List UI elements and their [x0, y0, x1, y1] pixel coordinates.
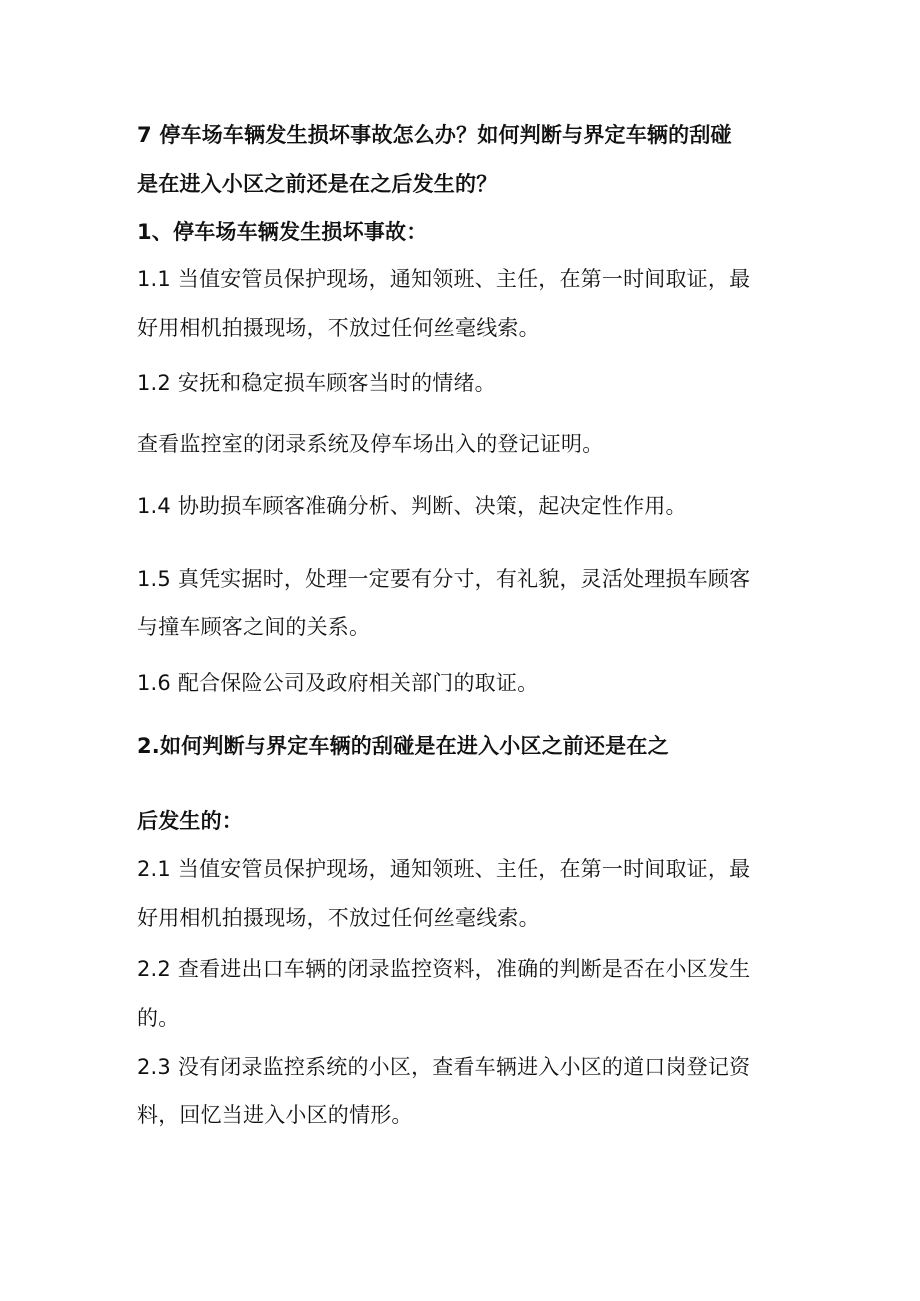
paragraph-line: 2.3 没有闭录监控系统的小区，查看车辆进入小区的道口岗登记资 — [137, 1055, 751, 1079]
paragraph-line: 料，回忆当进入小区的情形。 — [137, 1103, 413, 1127]
section-2-heading-line-2: 后发生的： — [137, 809, 243, 833]
paragraph-line: 2.1 当值安管员保护现场，通知领班、主任，在第一时间取证，最 — [137, 857, 751, 881]
paragraph-line: 查看监控室的闭录系统及停车场出入的登记证明。 — [137, 432, 604, 456]
section-2-heading-line-1: 2.如何判断与界定车辆的刮碰是在进入小区之前还是在之 — [137, 734, 669, 758]
paragraph-line: 1.5 真凭实据时，处理一定要有分寸，有礼貌，灵活处理损车顾客 — [137, 567, 751, 591]
paragraph-line: 好用相机拍摄现场，不放过任何丝毫线索。 — [137, 316, 540, 340]
paragraph-line: 1.1 当值安管员保护现场，通知领班、主任，在第一时间取证，最 — [137, 267, 751, 291]
section-1-heading: 1、停车场车辆发生损坏事故： — [137, 220, 428, 244]
paragraph-line: 1.4 协助损车顾客准确分析、判断、决策，起决定性作用。 — [137, 494, 687, 518]
paragraph-line: 2.2 查看进出口车辆的闭录监控资料，准确的判断是否在小区发生 — [137, 957, 751, 981]
document-title-line-2: 是在进入小区之前还是在之后发生的？ — [137, 172, 498, 196]
paragraph-line: 的。 — [137, 1006, 180, 1030]
document-title-line-1: 7 停车场车辆发生损坏事故怎么办？如何判断与界定车辆的刮碰 — [137, 123, 732, 147]
paragraph-line: 1.6 配合保险公司及政府相关部门的取证。 — [137, 671, 539, 695]
paragraph-line: 好用相机拍摄现场，不放过任何丝毫线索。 — [137, 906, 540, 930]
paragraph-line: 1.2 安抚和稳定损车顾客当时的情绪。 — [137, 371, 496, 395]
paragraph-line: 与撞车顾客之间的关系。 — [137, 615, 371, 639]
